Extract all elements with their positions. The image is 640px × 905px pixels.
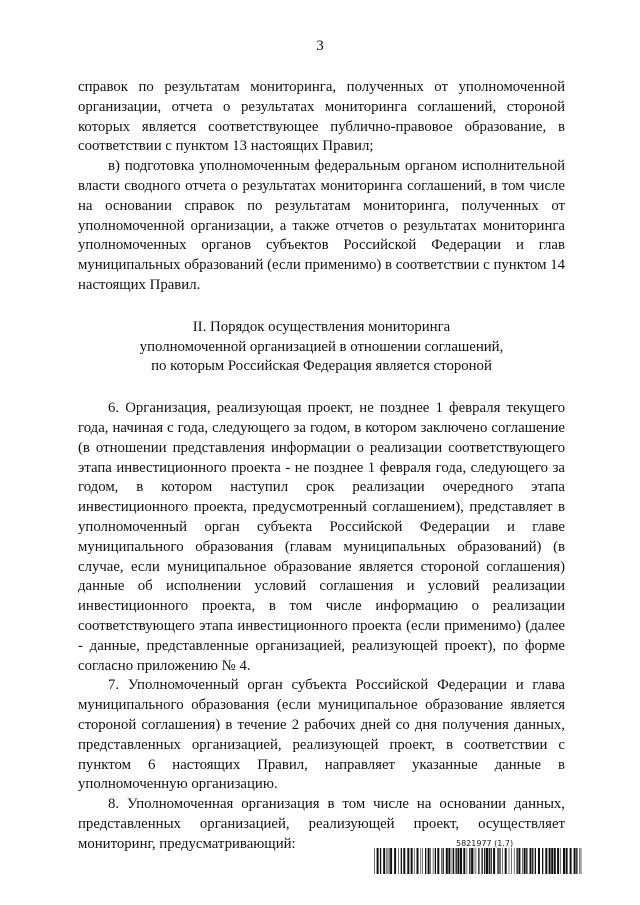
barcode-bar: [460, 848, 462, 874]
barcode-bar: [394, 848, 396, 874]
barcode-bar: [463, 848, 465, 874]
barcode-bar: [484, 848, 485, 874]
barcode-bar: [542, 848, 543, 874]
barcode-bar: [500, 848, 501, 874]
barcode-bar: [430, 848, 431, 874]
barcode-bar: [486, 848, 488, 874]
barcode-bar: [517, 848, 518, 874]
barcode-bar: [563, 848, 565, 874]
barcode-bar: [457, 848, 459, 874]
barcode-bar: [476, 848, 477, 874]
barcode-bar: [433, 848, 434, 874]
barcode-bar: [566, 848, 568, 874]
barcode-bar: [471, 848, 473, 874]
barcode-bar: [532, 848, 533, 874]
barcode-bar: [545, 848, 547, 874]
barcode-bar: [389, 848, 390, 874]
section-heading: [78, 318, 565, 377]
barcode-bar: [535, 848, 536, 874]
section-heading-line-1: II. Порядок осуществления мониторинга: [192, 318, 451, 335]
barcode-bar: [511, 848, 512, 874]
page-number: 3: [316, 38, 324, 54]
barcode-bar: [491, 848, 492, 874]
barcode-bar: [435, 848, 436, 874]
barcode-bar: [428, 848, 430, 874]
paragraph-continuation: справок по результатам мониторинга, полученных от уполномоченной организации, отчета о результатах мониторинга соглашений, стороной которых является соответствующее публично-правовое образование, в соответствии с пунктом 13 настоящих Правил;: [78, 79, 565, 155]
barcode-bar: [387, 848, 388, 874]
barcode-bar: [422, 848, 423, 874]
barcode-bar: [398, 848, 399, 874]
barcode-bar: [554, 848, 556, 874]
barcode-bar: [549, 848, 551, 874]
barcode-bar: [497, 848, 498, 874]
barcode-bar: [401, 848, 402, 874]
barcode-bar: [526, 848, 527, 874]
barcode-bar: [383, 848, 385, 874]
barcode-bar: [456, 848, 457, 874]
barcode-bar: [576, 848, 577, 874]
barcode-bar: [474, 848, 475, 874]
barcode-bar: [560, 848, 561, 874]
barcode-bar: [522, 848, 523, 874]
barcode-bar: [417, 848, 419, 874]
barcode-bar: [421, 848, 422, 874]
document-body: [78, 78, 565, 854]
barcode-bar: [453, 848, 454, 874]
barcode-bar: [469, 848, 470, 874]
paragraph-6: 6. Организация, реализующая проект, не позднее 1 февраля текущего года, начиная с года, следующего за годом, в котором заключено соглашение (в отношении представления информации о реализации соответствующего этапа инвестиционного проекта - не позднее 1 февраля года, следующего за годом, в котором наступил срок реализации очередного этапа инвестиционного проекта, предусмотренный соглашением), представляет в уполномоченный орган субъекта Российской Федерации и главе муниципального образования (главам муниципальных образований) (в случае, если муниципальное образование является стороной соглашения) данные об исполнении условий соглашения и условий реализации инвестиционного проекта, в том числе информацию о реализации соответствующего этапа инвестиционного проекта (если применимо) (далее - данные, представленные организацией, реализующей проект), по форме согласно приложению № 4.: [78, 400, 565, 674]
barcode-bar: [407, 848, 409, 874]
paragraph-8: 8. Уполномоченная организация в том числе на основании данных, представленных организацией, реализующей проект, осуществляет мониторинг, предусматривающий:: [78, 796, 565, 852]
barcode-bar: [580, 848, 581, 874]
barcode-bar: [538, 848, 540, 874]
barcode-bar: [514, 848, 515, 874]
barcode-bar: [570, 848, 572, 874]
barcode-bar: [530, 848, 532, 874]
barcode-bar: [380, 848, 381, 874]
section-heading-line-3: по которым Российская Федерация является стороной: [151, 358, 492, 375]
barcode-bar: [448, 848, 450, 874]
barcode-bar: [446, 848, 448, 874]
paragraph-item-v: в) подготовка уполномоченным федеральным органом исполнительной власти сводного отчета о результатах мониторинга соглашений, в том числе на основании справок по результатам мониторинга, полученных от уполномоченной организации, а также отчетов о результатах мониторинга уполномоченных органов субъектов Российской Федерации и глав муниципальных образований (если применимо) в соответствии с пунктом 14 настоящих Правил.: [78, 158, 565, 293]
barcode-bar: [443, 848, 444, 874]
barcode-caption: 5821977 (1.7): [456, 839, 514, 848]
section-heading-line-2: уполномоченной организацией в отношении соглашений,: [139, 338, 504, 355]
barcode-bar: [478, 848, 479, 874]
barcode-bar: [414, 848, 415, 874]
barcode-icon: [374, 848, 584, 874]
barcode-bar: [411, 848, 413, 874]
barcode-bar: [403, 848, 405, 874]
barcode-bar: [425, 848, 426, 874]
barcode-bar: [581, 848, 582, 874]
barcode-bar: [502, 848, 503, 874]
barcode-bar: [390, 848, 392, 874]
barcode-bar: [452, 848, 453, 874]
barcode-bar: [518, 848, 520, 874]
barcode-bar: [437, 848, 439, 874]
barcode-bar: [493, 848, 495, 874]
barcode-bar: [467, 848, 468, 874]
paragraph-7: 7. Уполномоченный орган субъекта Российской Федерации и глава муниципального образования (если муниципальное образование является стороной соглашения) в течение 2 рабочих дней со дня получения данных, представленных организацией, реализующей проект, в соответствии с пунктом 6 настоящих Правил, направляет указанные данные в уполномоченную организацию.: [78, 677, 565, 793]
barcode-bar: [388, 848, 389, 874]
barcode-bar: [551, 848, 553, 874]
barcode-bar: [557, 848, 559, 874]
barcode-bar: [498, 848, 499, 874]
barcode-bar: [489, 848, 490, 874]
barcode-bar: [509, 848, 510, 874]
barcode-bar: [505, 848, 507, 874]
barcode-bar: [482, 848, 483, 874]
barcode-bar: [574, 848, 576, 874]
barcode-bar: [441, 848, 442, 874]
barcode-bar: [377, 848, 379, 874]
barcode-bar: [374, 848, 375, 874]
barcode-bar: [524, 848, 526, 874]
